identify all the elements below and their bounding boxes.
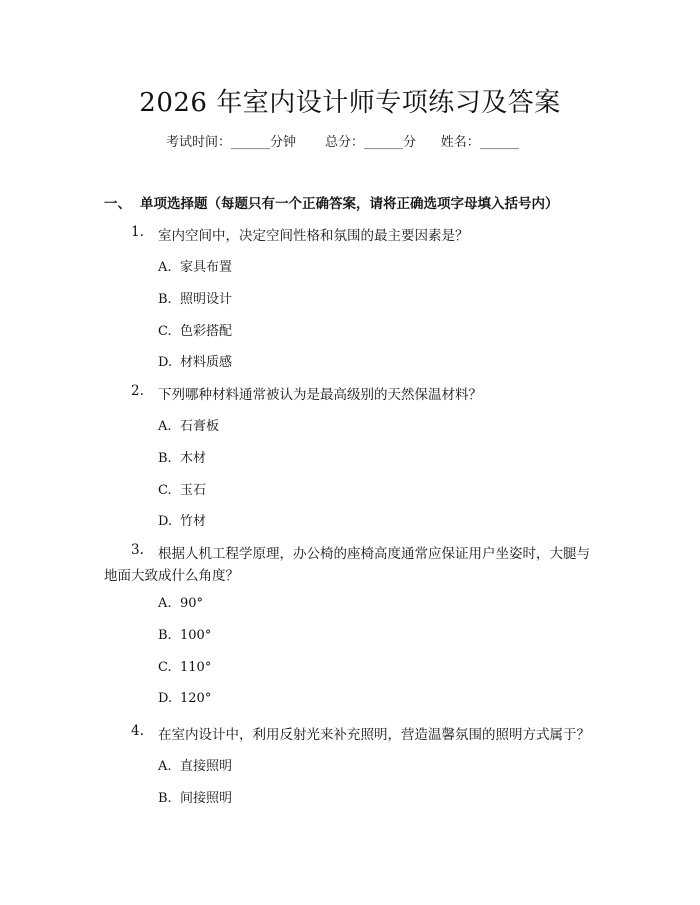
score-label: 总分：	[324, 135, 364, 150]
question-text-continued: 地面大致成什么角度？	[104, 568, 239, 584]
option-item: B. 木材	[158, 451, 207, 466]
question-number: 2.	[131, 383, 144, 399]
question-number: 4.	[131, 723, 144, 739]
option-item: D. 材料质感	[158, 355, 233, 370]
question-text: 下列哪种材料通常被认为是最高级别的天然保温材料？	[158, 387, 482, 403]
option-item: A. 家具布置	[158, 260, 233, 275]
option-item: D. 120°	[158, 691, 212, 706]
time-blank: ______	[231, 135, 271, 150]
option-item: B. 100°	[158, 628, 212, 643]
option-item: D. 竹材	[158, 514, 207, 529]
option-item: B. 间接照明	[158, 791, 233, 806]
name-label: 姓名：	[440, 135, 480, 150]
document-title: 2026 年室内设计师专项练习及答案	[139, 88, 561, 118]
option-item: A. 直接照明	[158, 759, 233, 774]
question-text: 根据人机工程学原理，办公椅的座椅高度通常应保证用户坐姿时，大腿与	[158, 546, 590, 562]
option-item: C. 110°	[158, 660, 212, 675]
name-blank: ______	[479, 135, 519, 150]
time-label: 考试时间：	[166, 135, 232, 150]
section-title: 单项选择题（每题只有一个正确答案，请将正确选项字母填入括号内）	[140, 196, 559, 212]
option-item: A. 石膏板	[158, 419, 220, 434]
section-heading	[104, 192, 559, 212]
question-text: 室内空间中，决定空间性格和氛围的最主要因素是？	[158, 228, 469, 244]
option-item: C. 色彩搭配	[158, 324, 233, 339]
score-blank: ______	[363, 135, 403, 150]
option-item: B. 照明设计	[158, 292, 233, 307]
question-number: 1.	[131, 224, 144, 240]
option-item: A. 90°	[158, 596, 204, 611]
score-unit: 分	[402, 135, 416, 150]
time-unit: 分钟	[270, 135, 297, 150]
question-text: 在室内设计中，利用反射光来补充照明，营造温馨氛围的照明方式属于？	[158, 727, 590, 743]
question-number: 3.	[131, 542, 144, 558]
exam-info-line	[166, 131, 519, 150]
option-item: C. 玉石	[158, 483, 207, 498]
section-number: 一、	[104, 196, 131, 212]
